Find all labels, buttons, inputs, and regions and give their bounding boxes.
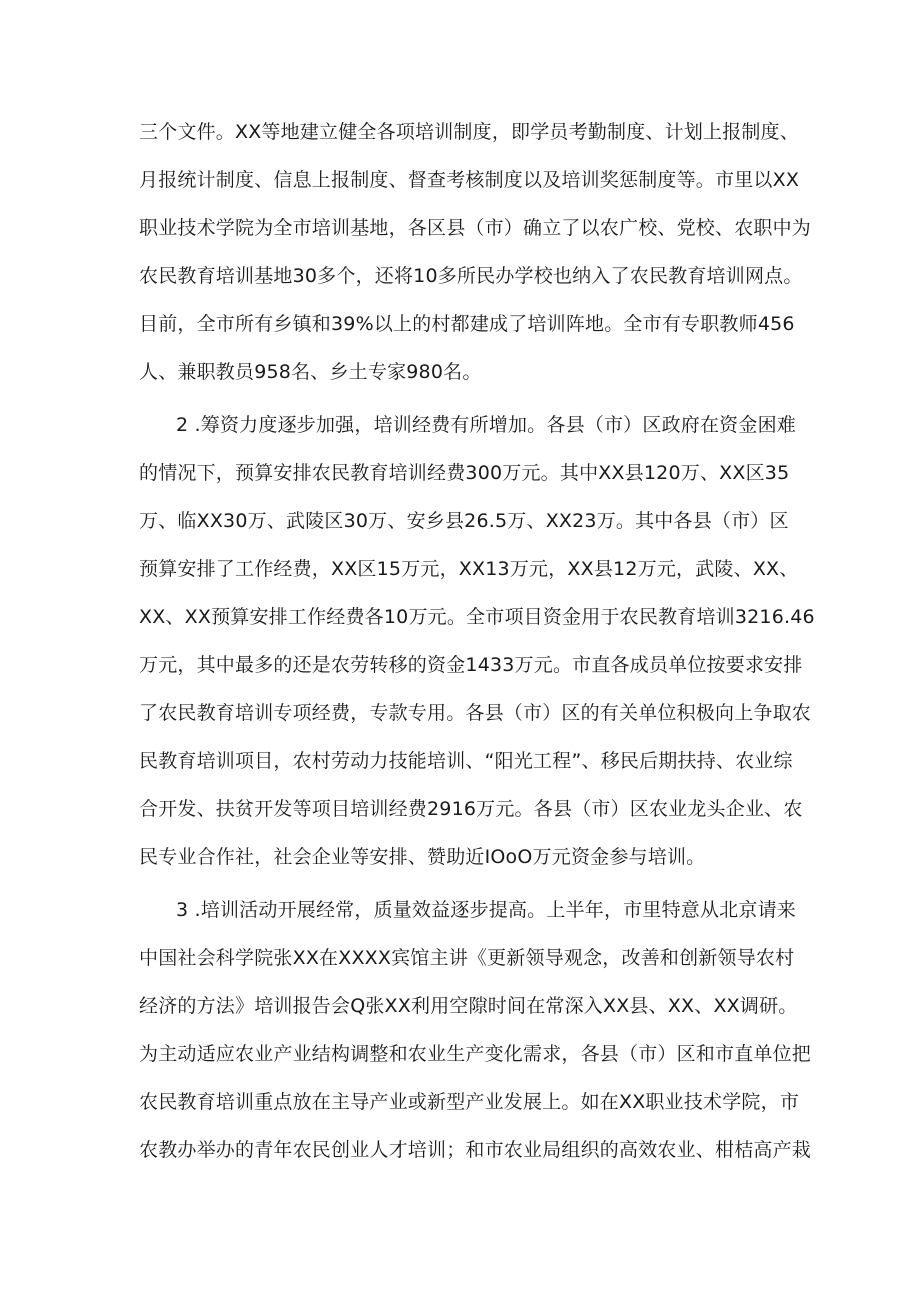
text-line: 中国社会科学院张XX在XXXX宾馆主讲《更新领导观念，改善和创新领导农村 [139,947,795,969]
text-line: 万、临XX30万、武陵区30万、安乡县26.5万、XX23万。其中各县（市）区 [139,510,789,532]
text-line: 农民教育培训重点放在主导产业或新型产业发展上。如在XX职业技术学院，市 [139,1091,800,1113]
text-line: 目前，全市所有乡镇和39%以上的村都建成了培训阵地。全市有专职教师456 [139,313,795,335]
text-line: 三个文件。XX等地建立健全各项培训制度，即学员考勤制度、计划上报制度、 [139,121,800,143]
text-line: 职业技术学院为全市培训基地，各区县（市）确立了以农广校、党校、农职中为 [139,217,812,239]
text-line: 月报统计制度、信息上报制度、督查考核制度以及培训奖惩制度等。市里以XX [139,169,800,191]
text-line: 了农民教育培训专项经费，专款专用。各县（市）区的有关单位积极向上争取农 [139,702,812,724]
text-line: 人、兼职教员958名、乡土专家980名。 [139,361,482,383]
text-line: 的情况下，预算安排农民教育培训经费300万元。其中XX县120万、XX区35 [139,462,790,484]
text-line: 经济的方法》培训报告会Q张XX利用空隙时间在常深入XX县、XX、XX调研。 [139,995,798,1017]
text-line: 预算安排了工作经费，XX区15万元，XX13万元，XX县12万元，武陵、XX、 [139,558,799,580]
text-line: 农教办举办的青年农民创业人才培训；和市农业局组织的高效农业、柑桔高产栽 [139,1139,812,1161]
text-line: 民专业合作社，社会企业等安排、赞助近IOoO万元资金参与培训。 [139,846,706,868]
text-line: 为主动适应农业产业结构调整和农业生产变化需求，各县（市）区和市直单位把 [139,1043,812,1065]
text-line: 合开发、扶贫开发等项目培训经费2916万元。各县（市）区农业龙头企业、农 [139,798,803,820]
paragraph-start-line: 2 .筹资力度逐步加强，培训经费有所增加。各县（市）区政府在资金困难 [176,414,796,436]
text-line: 民教育培训项目，农村劳动力技能培训、“阳光工程”、移民后期扶持、农业综 [139,750,793,772]
text-line: XX、XX预算安排工作经费各10万元。全市项目资金用于农民教育培训3216.46 [139,606,815,628]
paragraph-start-line: 3 .培训活动开展经常，质量效益逐步提高。上半年，市里特意从北京请来 [176,899,796,921]
text-line: 农民教育培训基地30多个，还将10多所民办学校也纳入了农民教育培训网点。 [139,265,803,287]
text-line: 万元，其中最多的还是农劳转移的资金1433万元。市直各成员单位按要求安排 [139,654,803,676]
